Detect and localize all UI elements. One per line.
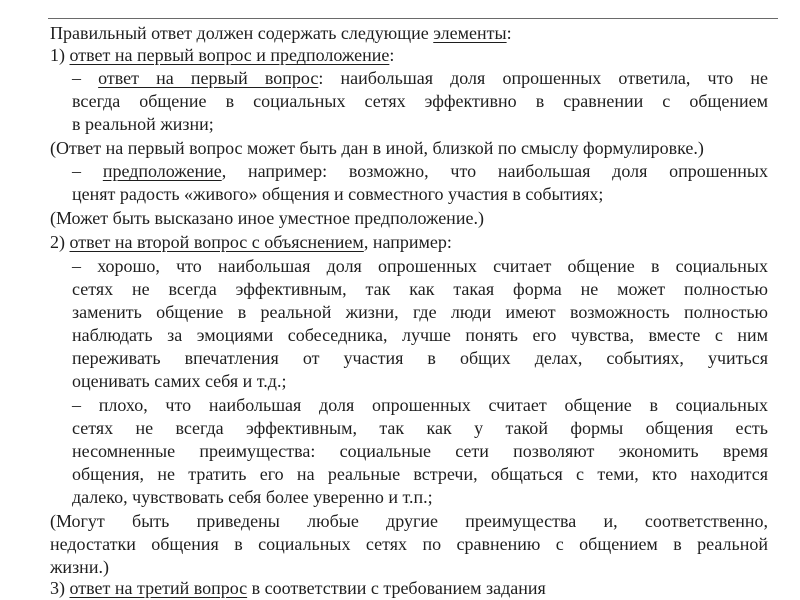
item2-bad-line-4: общения, не тратить его на реальные встречи, общаться с теми, кто находится (72, 464, 768, 484)
item2-heading: 2) ответ на второй вопрос с объяснением, например: (50, 232, 452, 252)
item1-answer-line-3: в реальной жизни; (72, 114, 214, 134)
item2-note-line-3: жизни.) (50, 557, 109, 577)
item2-note-line-1: (Могут быть приведены любые другие преимущества и, соответственно, (50, 511, 768, 531)
item1-note-2: (Может быть высказано иное уместное предположение.) (50, 208, 484, 228)
item1-answer-underlined: ответ на первый вопрос (98, 68, 319, 88)
item2-good-line-5: переживать впечатления от участия в общих делах, событиях, учиться (72, 348, 768, 368)
top-rule (48, 18, 778, 19)
item2-good-line-6: оценивать самих себя и т.д.; (72, 371, 287, 391)
item2-good-line-2: сетях не всегда эффективным, так как такая форма не может полностью (72, 279, 768, 299)
item2-bad-line-2: сетях не всегда эффективным, так как у такой формы общения есть (72, 418, 768, 438)
item1-assumption-line-1: – предположение, например: возможно, что наибольшая доля опрошенных (72, 161, 769, 181)
item2-good-line-1: – хорошо, что наибольшая доля опрошенных считает общение в социальных (72, 256, 768, 276)
item1-heading: 1) ответ на первый вопрос и предположение: (50, 45, 395, 65)
item2-good-line-4: наблюдать за эмоциями собеседника, лучше понять его чувства, вместе с ним (72, 325, 768, 345)
intro-line: Правильный ответ должен содержать следующие элементы: (50, 23, 512, 43)
item1-answer-line-2: всегда общение в социальных сетях эффективно в сравнении с общением (72, 91, 768, 111)
item1-note-1: (Ответ на первый вопрос может быть дан в иной, близкой по смыслу формулировке.) (50, 138, 704, 158)
item2-note-line-2: недостатки общения в социальных сетях по сравнению с общением в реальной (50, 534, 768, 554)
item2-bad-line-5: далеко, чувствовать себя более уверенно и т.п.; (72, 487, 433, 507)
item2-good-line-3: заменить общение в реальной жизни, где люди имеют возможность полностью (72, 302, 768, 322)
item2-bad-line-1: – плохо, что наибольшая доля опрошенных считает общение в социальных (72, 395, 768, 415)
intro-underlined: элементы (433, 23, 507, 43)
item1-underlined: ответ на первый вопрос и предположение (69, 45, 390, 65)
item3-underlined: ответ на третий вопрос (69, 578, 248, 598)
item1-answer-line-1: – ответ на первый вопрос: наибольшая доля опрошенных ответила, что не (72, 68, 769, 88)
item3-heading: 3) ответ на третий вопрос в соответствии с требованием задания (50, 578, 546, 598)
item1-assumption-underlined: предположение (102, 161, 222, 181)
item1-assumption-line-2: ценят радость «живого» общения и совместного участия в событиях; (72, 184, 604, 204)
item2-bad-line-3: несомненные преимущества: социальные сети позволяют экономить время (72, 441, 768, 461)
item2-underlined: ответ на второй вопрос с объяснением (69, 232, 364, 252)
